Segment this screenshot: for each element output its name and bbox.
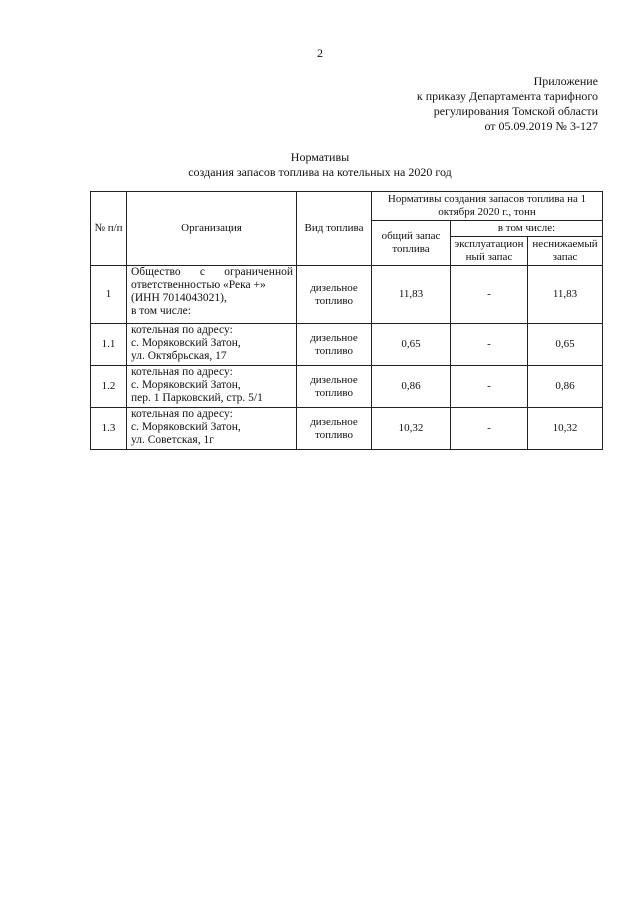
cell-fuel: дизельное топливо [297,266,372,324]
title-line: создания запасов топлива на котельных на 2020 год [188,165,452,179]
cell-org [127,366,297,408]
org-line: с. Моряковский Затон, [131,421,241,433]
header-num: № п/п [91,192,127,266]
appendix-line: от 05.09.2019 № 3-127 [484,119,598,133]
table-row [91,366,603,408]
org-line: Общество с ограниченной ответственностью «Река +» [131,266,293,291]
org-line: с. Моряковский Затон, [131,337,241,349]
cell-operational: - [451,366,528,408]
document-title [0,150,640,180]
header-irreducible: неснижаемый запас [528,237,603,266]
norms-table [90,191,603,450]
cell-num: 1.1 [91,324,127,366]
cell-fuel: дизельное топливо [297,324,372,366]
cell-num: 1 [91,266,127,324]
appendix-block [417,74,598,134]
cell-fuel: дизельное топливо [297,408,372,450]
cell-fuel: дизельное топливо [297,366,372,408]
header-total: общий запас топлива [372,221,451,266]
page-number: 2 [317,46,323,60]
cell-org [127,324,297,366]
cell-num: 1.3 [91,408,127,450]
org-line: (ИНН 7014043021), [131,292,227,304]
org-line: ул. Советская, 1г [131,434,214,446]
header-including: в том числе: [451,221,603,237]
table-row [91,324,603,366]
cell-org [127,266,297,324]
table-row [91,266,603,324]
cell-total: 10,32 [372,408,451,450]
header-operational: эксплуатационный запас [451,237,528,266]
cell-total: 11,83 [372,266,451,324]
header-norms: Нормативы создания запасов топлива на 1 октября 2020 г., тонн [372,192,603,221]
cell-irreducible: 0,86 [528,366,603,408]
org-line: котельная по адресу: [131,324,233,336]
table-row [91,408,603,450]
header-fuel: Вид топлива [297,192,372,266]
appendix-line: Приложение [533,74,598,88]
cell-total: 0,86 [372,366,451,408]
org-line: с. Моряковский Затон, [131,379,241,391]
cell-irreducible: 0,65 [528,324,603,366]
cell-operational: - [451,266,528,324]
org-line: ул. Октябрьская, 17 [131,350,227,362]
appendix-line: к приказу Департамента тарифного [416,89,598,103]
org-line: пер. 1 Парковский, стр. 5/1 [131,392,263,404]
cell-total: 0,65 [372,324,451,366]
cell-num: 1.2 [91,366,127,408]
cell-org [127,408,297,450]
title-line: Нормативы [290,150,350,164]
org-line: котельная по адресу: [131,366,233,378]
cell-operational: - [451,324,528,366]
appendix-line: регулирования Томской области [433,104,598,118]
cell-irreducible: 10,32 [528,408,603,450]
header-org: Организация [127,192,297,266]
cell-irreducible: 11,83 [528,266,603,324]
org-line: в том числе: [131,305,191,317]
cell-operational: - [451,408,528,450]
org-line: котельная по адресу: [131,408,233,420]
